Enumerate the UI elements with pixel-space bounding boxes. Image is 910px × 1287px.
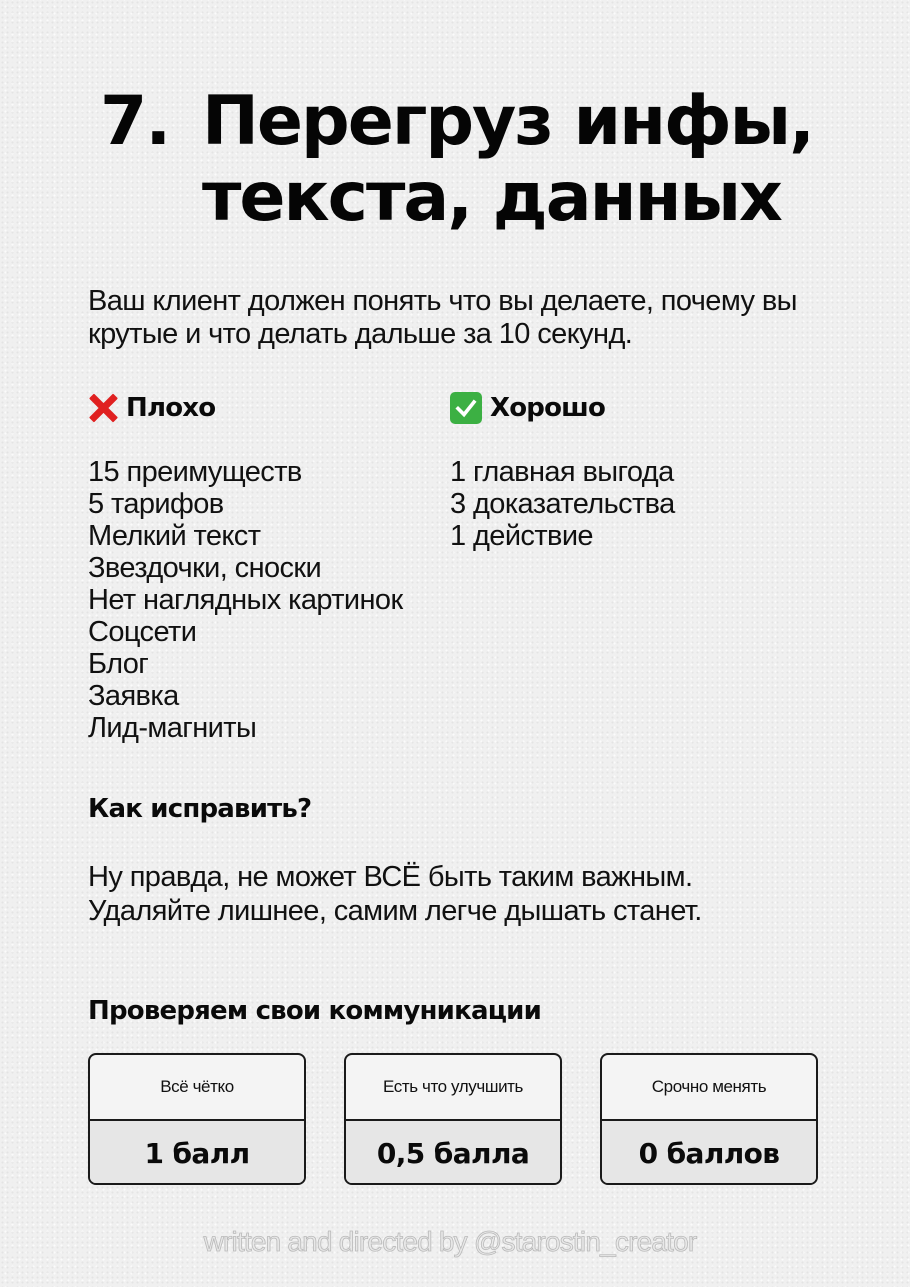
fix-heading: Как исправить?	[88, 794, 312, 824]
list-item: Соцсети	[88, 616, 197, 648]
author-credit: written and directed by @starostin_creator	[203, 1226, 697, 1257]
good-column	[450, 388, 850, 552]
score-value: 0,5 балла	[346, 1121, 560, 1185]
title-line-2: текста, данных	[202, 158, 781, 237]
list-item: Мелкий текст	[88, 520, 261, 552]
list-item: Лид-магниты	[88, 712, 257, 744]
score-card-improve	[344, 1053, 562, 1185]
list-item: 1 действие	[450, 520, 593, 552]
title-line-1: Перегруз инфы,	[202, 82, 813, 161]
cross-mark-icon	[88, 393, 118, 423]
list-item: 3 доказательства	[450, 488, 675, 520]
score-value: 1 балл	[90, 1121, 304, 1185]
page-title	[100, 84, 813, 236]
list-item: Блог	[88, 648, 149, 680]
list-item: Нет наглядных картинок	[88, 584, 403, 616]
section-number: 7.	[100, 82, 170, 161]
score-label: Срочно менять	[602, 1055, 816, 1121]
bad-label: Плохо	[126, 393, 216, 423]
good-list	[450, 456, 850, 552]
intro-text: Ваш клиент должен понять что вы делаете, почему вы крутые и что делать дальше за 10 секунд.	[88, 285, 797, 350]
score-label: Есть что улучшить	[346, 1055, 560, 1121]
score-label: Всё чётко	[90, 1055, 304, 1121]
bad-column	[88, 388, 448, 744]
score-card-urgent	[600, 1053, 818, 1185]
good-heading	[450, 388, 850, 428]
fix-text	[88, 860, 848, 928]
check-heading: Проверяем свои коммуникации	[88, 996, 542, 1026]
list-item: Звездочки, сноски	[88, 552, 322, 584]
fix-line-1: Ну правда, не может ВСЁ быть таким важным.	[88, 861, 693, 893]
list-item: 1 главная выгода	[450, 456, 674, 488]
score-value: 0 баллов	[602, 1121, 816, 1185]
score-card-clear	[88, 1053, 306, 1185]
check-mark-icon	[450, 392, 482, 424]
list-item: Заявка	[88, 680, 179, 712]
bad-heading	[88, 388, 448, 428]
fix-line-2: Удаляйте лишнее, самим легче дышать станет.	[88, 895, 702, 927]
bad-list	[88, 456, 448, 744]
good-label: Хорошо	[490, 393, 606, 423]
list-item: 5 тарифов	[88, 488, 224, 520]
list-item: 15 преимуществ	[88, 456, 302, 488]
